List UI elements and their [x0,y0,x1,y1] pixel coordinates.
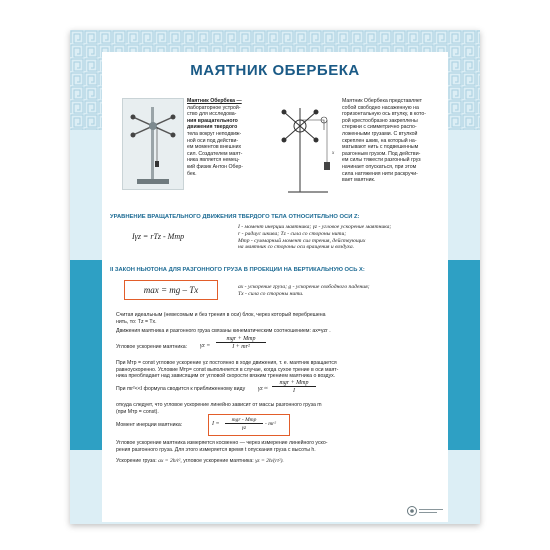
uniform-rotation-text: При Mтр = const угловое ускорение γz постоянно в ходе движения, т. е. маятник вращается равноускоренно. Условие Mтр= const выполняется в случае, когда сухое трение в оси маят- ника преобладает над зависящим от угловой скорости вязким трением маятника о воздух. [116,360,339,380]
string-assumption: Считая идеальным (невесомым и без трения в оси) блок, через который перебрешена нить, то: Tz = Tx. [116,312,326,325]
approx-lhs: γz ≈ [258,386,268,392]
pendulum-photo [122,98,184,190]
pendulum-diagram [280,100,338,200]
poster-title: МАЯТНИК ОБЕРБЕКА [190,62,360,79]
section1-heading: УРАВНЕНИЕ ВРАЩАТЕЛЬНОГО ДВИЖЕНИЯ ТВЕРДОГО ТЕЛА ОТНОСИТЕЛЬНО ОСИ Z: [110,214,360,220]
approx-denominator: I [293,388,295,394]
poster [70,30,480,524]
section1-notes: I - момент инерции маятника; γz - угловое ускорение маятника; r - радиус шкива; Tz - сила со стороны нити; Mтр - суммарный момент сил трения, действующих на маятник со стороны оси вращения и воздуха. [238,224,392,251]
inertia-lhs: I = [212,421,220,427]
linear-dependence-text: откуда следует, что угловое ускорение линейно зависит от массы разгонного груза m (при Mтр = const). [116,402,322,415]
section2-notes: ax - ускорение груза; g - ускорение свободного падения; Tx - сила со стороны нити. [238,284,370,297]
angular-accel-numerator: mgr + Mтр [216,336,266,343]
inertia-numerator: mgr - Mтр [225,417,263,424]
indirect-measure-text: Угловое ускорение маятника измеряется косвенно — через измерение линейного уско- рения разгонного груза. Для этого измеряется время t опускания груза с высоты h. [116,440,328,453]
publisher-logo [406,504,446,516]
inertia-formula-box [208,414,290,436]
inertia-denominator: γz [241,425,247,431]
svg-text:x: x [332,151,335,156]
approx-numerator: mgr + Mтр [272,380,316,387]
intro-left-text: Маятник Обербека — лабораторное устрой- ство для исследова- ния вращательного движения твердого тела вокруг неподвиж- ной оси под действи- ем моментов внешних сил. Создателем маят- ника является немец- кий физик Антон Обер- бек. [187,98,243,177]
rotation-equation: Iγz = rTz - Mтр [132,232,185,241]
section2-heading: II ЗАКОН НЬЮТОНА ДЛЯ РАЗГОННОГО ГРУЗА В ПРОЕКЦИИ НА ВЕРТИКАЛЬНУЮ ОСЬ X: [110,267,365,273]
angular-accel-label: Угловое ускорение маятника: [116,344,188,350]
inertia-tail: - mr² [265,421,276,427]
approx-label: При mr²<<I формула сводится к приближенному виду [116,386,246,392]
inertia-label: Момент инерции маятника: [116,422,183,428]
acceleration-formulas: Ускорение груза: ax = 2h/t², угловое ускорение маятника: γz = 2h/(rt²). [116,458,284,464]
kinematic-relation: Движения маятника и разгонного груза связаны кинематическим соотношением: ax=γzr . [116,328,331,334]
angular-accel-denominator: I + mr² [232,344,250,350]
angular-accel-lhs: γz = [200,343,211,349]
intro-right-text: Маятник Обербека представляет собой свободно насаженную на горизонтальную ось втулку, в кото- рой крестообразно закреплены стержни с симметрично распо- ложенными грузами. С втулкой скреплен шкив, на который на- матывают нить с подвешенным разгонным грузом. Под действи- ем силы тяжести разгонный груз начинает опускаться, при этом сила натяжения нити раскручи- вает маятник. [342,98,426,184]
newton-equation: max = mg – Tx [124,280,218,300]
